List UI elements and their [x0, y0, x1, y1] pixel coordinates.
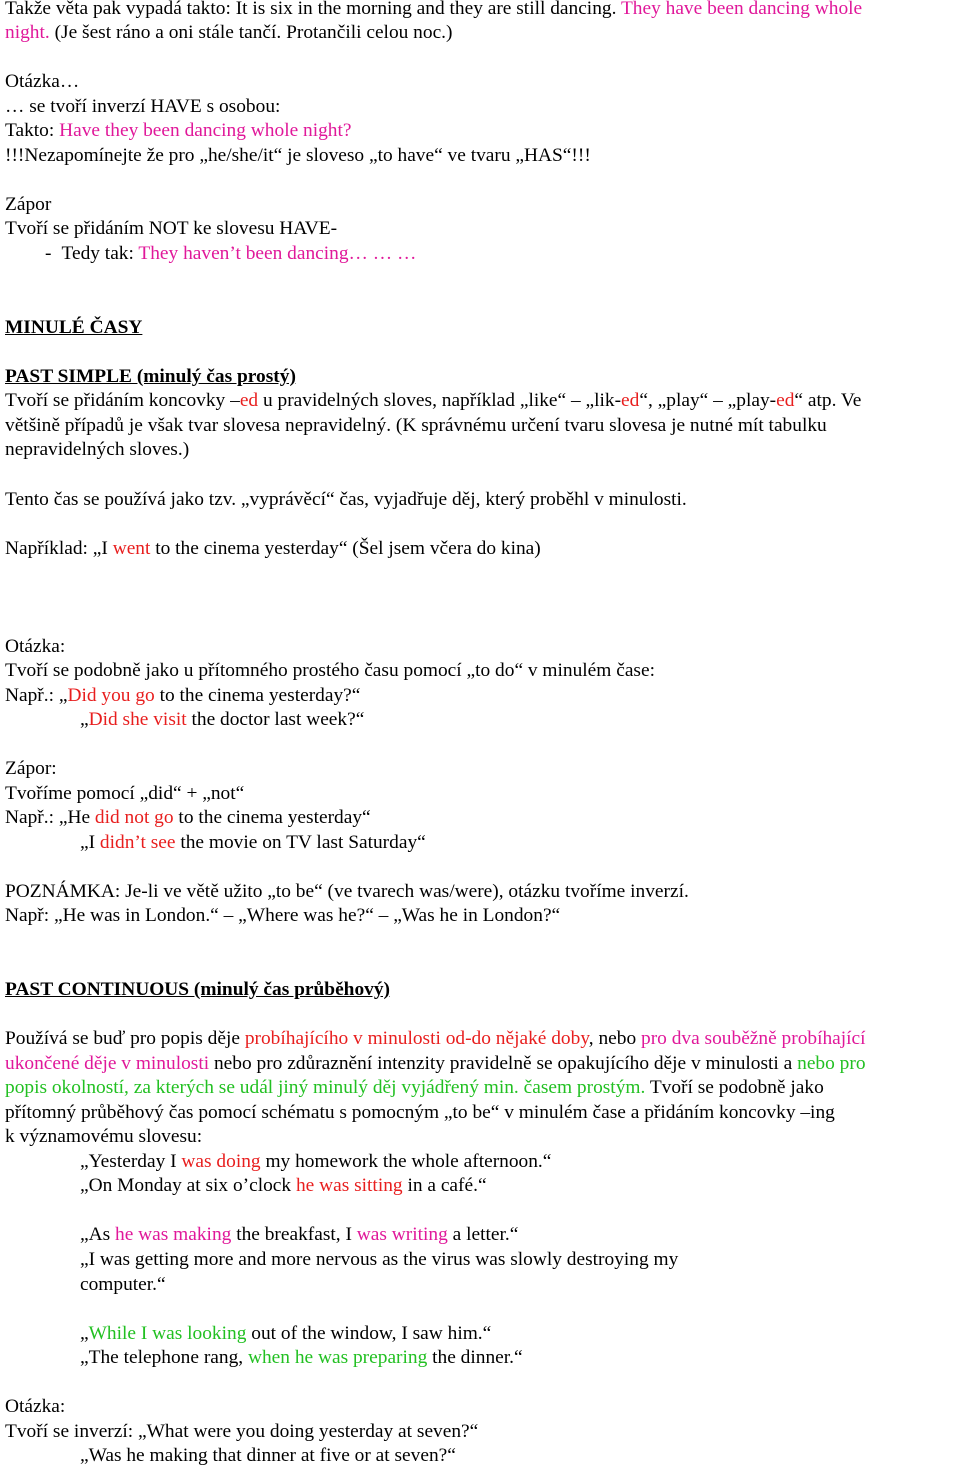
text-segment: Zápor	[5, 194, 52, 215]
text-segment: when he was preparing	[247, 1347, 428, 1368]
text-segment: Zápor:	[5, 758, 57, 779]
text-line	[5, 1395, 65, 1419]
text-line	[5, 217, 337, 241]
text-segment: nebo pro zdůraznění intenzity pravidelně se opakujícího děje v minulosti a	[209, 1053, 798, 1074]
text-segment: „On Monday at six o’clock	[80, 1175, 296, 1196]
text-line	[5, 757, 57, 781]
bullet-text	[61, 243, 416, 264]
text-segment: didn’t see	[99, 832, 176, 853]
text-segment: the breakfast, I	[231, 1224, 357, 1245]
text-line	[5, 193, 51, 217]
text-segment: While I was looking	[88, 1323, 247, 1344]
text-segment: většině případů je však tvar slovesa nepravidelný. (K správnému určení tvaru slovesa je nutné mít tabulku	[5, 415, 827, 436]
text-segment: the movie on TV last Saturday“	[175, 832, 426, 853]
text-segment: Otázka:	[5, 636, 66, 657]
text-segment: „Was he making that dinner at five or at seven?“	[80, 1445, 456, 1466]
subsection-heading	[5, 365, 296, 389]
text-segment: computer.“	[80, 1274, 166, 1295]
text-line	[5, 904, 560, 928]
text-segment: u pravidelných sloves, například „like“ – „lik-	[258, 390, 622, 411]
text-segment: was writing	[356, 1224, 448, 1245]
text-line	[5, 389, 861, 413]
text-segment: !!!Nezapomínejte že pro „he/she/it“ je sloveso „to have“ ve tvaru „HAS“!!!	[5, 145, 591, 166]
text-segment: night.	[5, 22, 50, 43]
text-line	[5, 1101, 835, 1125]
text-line	[5, 684, 360, 708]
text-segment: Tedy tak:	[61, 243, 139, 264]
text-segment: PAST CONTINUOUS (minulý čas průběhový)	[5, 979, 390, 1000]
text-line	[5, 1420, 478, 1444]
text-segment: popis okolností, za kterých se udál jiný minulý děj vyjádřený min. časem prostým.	[5, 1077, 646, 1098]
text-segment: They haven’t been dancing… … …	[138, 243, 417, 264]
text-segment: in a café.“	[402, 1175, 487, 1196]
text-segment: he was sitting	[295, 1175, 403, 1196]
text-line	[45, 242, 416, 266]
text-segment: Například: „I	[5, 538, 113, 559]
text-segment: „	[80, 709, 89, 730]
text-line	[5, 1125, 202, 1149]
text-segment: Tento čas se používá jako tzv. „vyprávěcí“ čas, vyjadřuje děj, který proběhl v minulosti.	[5, 489, 687, 510]
text-segment: Tvoříme pomocí „did“ + „not“	[5, 783, 245, 804]
text-line	[5, 438, 189, 462]
text-line	[5, 488, 687, 512]
text-segment: Tvoří se inverzí: „What were you doing yesterday at seven?“	[5, 1421, 479, 1442]
text-line	[5, 806, 371, 830]
text-line	[5, 659, 655, 683]
text-line	[5, 144, 591, 168]
text-line	[5, 0, 862, 21]
text-segment: „As	[80, 1224, 116, 1245]
text-line	[5, 537, 541, 561]
text-line	[5, 782, 244, 806]
text-segment: a letter.“	[447, 1224, 519, 1245]
text-segment: k významovému slovesu:	[5, 1126, 203, 1147]
text-segment: Takže věta pak vypadá takto: It is six in the morning and they are still dancing.	[5, 0, 621, 19]
text-segment: to the cinema yesterday?“	[154, 685, 361, 706]
text-segment: pro dva souběžně probíhající	[641, 1028, 866, 1049]
text-line	[5, 119, 352, 143]
text-line	[5, 414, 827, 438]
text-segment: (Je šest ráno a oni stále tančí. Protančili celou noc.)	[49, 22, 453, 43]
text-segment: to the cinema yesterday“	[173, 807, 371, 828]
text-line	[80, 831, 426, 855]
text-segment: nepravidelných sloves.)	[5, 439, 190, 460]
text-segment: went	[112, 538, 151, 559]
text-segment: out of the window, I saw him.“	[246, 1323, 492, 1344]
text-segment: POZNÁMKA: Je-li ve větě užito „to be“ (ve tvarech was/were), otázku tvoříme inverzí.	[5, 881, 689, 902]
list-bullet: -	[45, 243, 52, 264]
text-line	[5, 880, 689, 904]
text-segment: nebo pro	[797, 1053, 866, 1074]
text-line	[5, 95, 280, 119]
text-segment: was doing	[181, 1151, 261, 1172]
text-segment: Did she visit	[88, 709, 187, 730]
text-segment: Tvoří se přidáním NOT ke slovesu HAVE-	[5, 218, 338, 239]
text-line	[5, 70, 79, 94]
text-line	[5, 21, 452, 45]
text-segment: the dinner.“	[427, 1347, 523, 1368]
text-line	[80, 1346, 523, 1370]
text-segment: ed	[776, 390, 795, 411]
text-segment: Tvoří se podobně jako u přítomného prostého času pomocí „to do“ v minulém čase:	[5, 660, 655, 681]
text-segment: Otázka…	[5, 71, 80, 92]
text-segment: my homework the whole afternoon.“	[260, 1151, 552, 1172]
text-segment: PAST SIMPLE (minulý čas prostý)	[5, 366, 296, 387]
text-segment: „I	[80, 832, 100, 853]
text-segment: Have they been dancing whole night?	[59, 120, 352, 141]
text-segment: “, „play“ – „play-	[639, 390, 777, 411]
text-segment: Otázka:	[5, 1396, 66, 1417]
text-segment: Did you go	[67, 685, 155, 706]
text-segment: “ atp. Ve	[794, 390, 862, 411]
text-segment: he was making	[115, 1224, 232, 1245]
text-segment: They have been dancing whole	[620, 0, 863, 19]
text-line	[80, 1223, 518, 1247]
text-segment: Tvoří se přidáním koncovky –	[5, 390, 240, 411]
text-segment: , nebo	[588, 1028, 642, 1049]
text-segment: ed	[621, 390, 640, 411]
text-line	[80, 708, 364, 732]
text-line	[80, 1322, 491, 1346]
text-segment: to the cinema yesterday“ (Šel jsem včera do kina)	[150, 538, 541, 559]
text-segment: ed	[239, 390, 259, 411]
text-segment: Tvoří se podobně jako	[645, 1077, 824, 1098]
text-segment: did not go	[94, 807, 174, 828]
text-line	[5, 635, 65, 659]
text-segment: the doctor last week?“	[186, 709, 365, 730]
text-segment: … se tvoří inverzí HAVE s osobou:	[5, 96, 281, 117]
text-line	[80, 1444, 456, 1468]
text-segment: „The telephone rang,	[80, 1347, 248, 1368]
text-segment: Používá se buď pro popis děje	[5, 1028, 245, 1049]
text-segment: probíhajícího v minulosti od-do nějaké doby	[244, 1028, 589, 1049]
text-line	[80, 1174, 487, 1198]
text-segment: „Yesterday I	[80, 1151, 182, 1172]
text-segment: „I was getting more and more nervous as the virus was slowly destroying my	[80, 1249, 679, 1270]
subsection-heading	[5, 978, 390, 1002]
text-line	[5, 1076, 824, 1100]
text-line	[5, 1027, 866, 1051]
section-heading	[5, 316, 142, 340]
text-segment: Např: „He was in London.“ – „Where was he?“ – „Was he in London?“	[5, 905, 561, 926]
text-line	[5, 1052, 866, 1076]
text-segment: přítomný průběhový čas pomocí schématu s pomocným „to be“ v minulém čase a přidáním koncovky –ing	[5, 1102, 835, 1123]
text-segment: Např.: „He	[5, 807, 95, 828]
text-segment: ukončené děje v minulosti	[5, 1053, 210, 1074]
text-line	[80, 1248, 678, 1272]
text-segment: Takto:	[5, 120, 60, 141]
text-line	[80, 1273, 166, 1297]
text-line	[80, 1150, 551, 1174]
text-segment: MINULÉ ČASY	[5, 317, 143, 338]
text-segment: Např.: „	[5, 685, 68, 706]
text-segment: „	[80, 1323, 89, 1344]
